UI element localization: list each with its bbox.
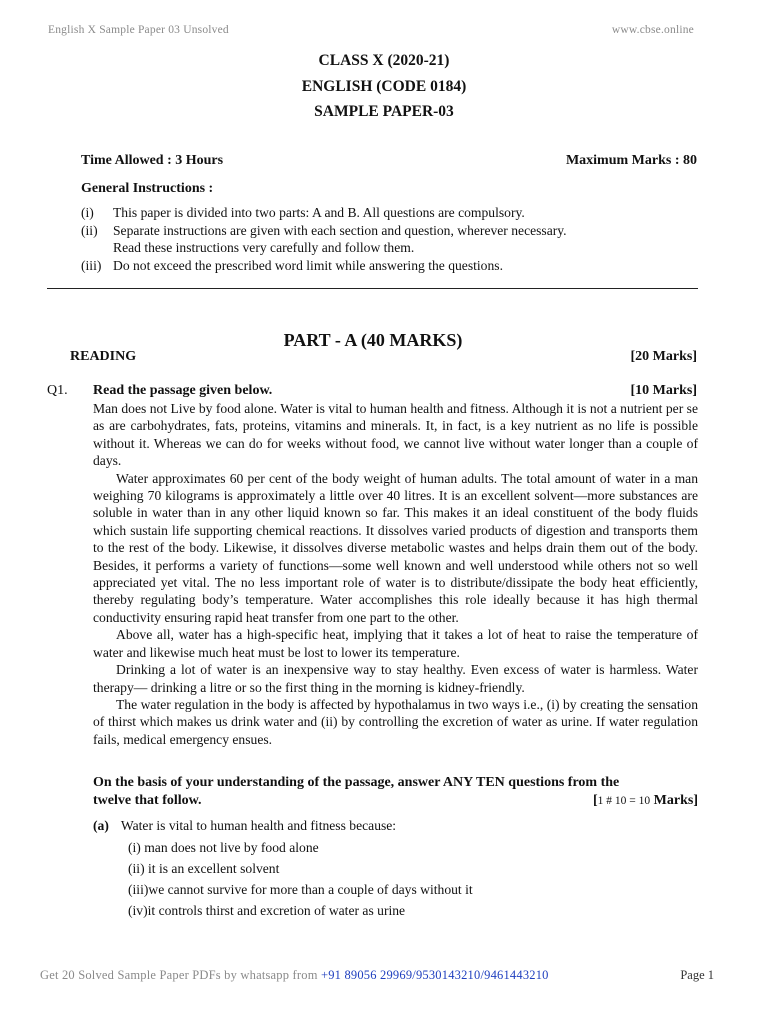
maximum-marks: Maximum Marks : 80 — [565, 153, 697, 168]
general-instructions-heading: General Instructions : — [81, 181, 214, 196]
passage-paragraph: Above all, water has a high-specific heat, implying that it takes a lot of heat to raise the temperature of water and likewise much heat must be lost to lower its temperature. — [93, 627, 698, 660]
sub-question-options — [128, 837, 688, 921]
section-heading-row — [70, 349, 697, 365]
answer-instruction-line: On the basis of your understanding of the passage, answer ANY TEN questions from the — [93, 775, 620, 790]
question-heading: Read the passage given below. — [93, 383, 273, 398]
answer-instruction — [93, 774, 698, 810]
part-heading: PART - A (40 MARKS) — [283, 330, 463, 350]
instruction-number: (iii) — [81, 257, 102, 273]
instruction-number: (ii) — [81, 222, 98, 238]
paper-meta-row — [81, 153, 697, 169]
option-item: (iii)we cannot survive for more than a couple of days without it — [128, 882, 473, 897]
paper-title-class: CLASS X (2020-21) — [318, 52, 450, 69]
instruction-item — [81, 239, 641, 257]
instruction-number — [81, 239, 113, 257]
paper-title-sample: SAMPLE PAPER-03 — [314, 103, 454, 120]
question-heading-row — [93, 383, 697, 399]
footer-text: Get 20 Solved Sample Paper PDFs by whatsapp from — [40, 968, 318, 982]
section-marks: [20 Marks] — [630, 349, 697, 364]
instruction-text: This paper is divided into two parts: A and B. All questions are compulsory. — [113, 205, 525, 220]
footer-phone-link[interactable]: +91 89056 29969/9530143210/9461443210 — [320, 968, 549, 982]
instruction-item — [81, 204, 641, 222]
question-number: Q1. — [47, 383, 68, 398]
paper-title-subject: ENGLISH (CODE 0184) — [301, 78, 467, 95]
passage-paragraph: Drinking a lot of water is an inexpensive way to stay healthy. Even excess of water is harmless. Water therapy— drinking a litre or so the first thing in the morning is kidney-friendly. — [93, 662, 698, 695]
instruction-number: (i) — [81, 205, 94, 220]
sub-question-a — [93, 818, 693, 834]
instruction-text: Separate instructions are given with each section and question, wherever necessary. — [113, 222, 567, 238]
question-marks: [10 Marks] — [630, 383, 697, 398]
footer-promo — [40, 968, 549, 983]
answer-instruction-marks: [1 # 10 = 10 Marks] — [593, 792, 698, 808]
section-title: READING — [70, 349, 137, 364]
general-instructions-list — [81, 204, 641, 274]
passage-paragraph: Man does not Live by food alone. Water is vital to human health and fitness. Although it is not a nutrient per se as are carbohydrates, fats, proteins, vitamins and minerals. It, in fact, is a key nutrient as no life is possible without it. Whereas we can do for weeks without food, we cannot live without water longer than a couple of days. — [93, 401, 698, 469]
reading-passage — [93, 400, 698, 748]
passage-paragraph: Water approximates 60 per cent of the body weight of human adults. The total amount of water in a man weighing 70 kilograms is approximately a little over 40 litres. It is an excellent solvent—more substances are soluble in water than in any other liquid known so far. This makes it an ideal constituent of the body fluids which sustain life supporting chemical reactions. It dissolves varied products of digestion and transports them to the rest of the body. Likewise, it dissolves diverse metabolic wastes and helps drain them out of the body. Besides, it performs a variety of functions—some well known and well understood while others not so well appreciated yet vital. The no less important role of water is to distribute/dissipate the body heat efficiently, thereby regulating body’s temperature. Water accomplishes this role ideally because it has high thermal conductivity ensuring rapid heat transfer from one part to the other. — [93, 470, 698, 625]
instruction-item — [81, 222, 641, 240]
section-divider — [47, 288, 698, 289]
option-item: (iv)it controls thirst and excretion of water as urine — [128, 903, 406, 918]
instruction-text: Read these instructions very carefully and follow them. — [113, 240, 415, 255]
running-header-website: www.cbse.online — [611, 24, 694, 36]
page-number: Page 1 — [680, 968, 714, 982]
answer-instruction-line: twelve that follow. — [93, 792, 202, 808]
sub-question-text: Water is vital to human health and fitness because: — [120, 818, 397, 833]
option-item: (i) man does not live by food alone — [128, 840, 319, 855]
instruction-text: Do not exceed the prescribed word limit while answering the questions. — [113, 257, 503, 273]
time-allowed: Time Allowed : 3 Hours — [81, 153, 224, 168]
option-item: (ii) it is an excellent solvent — [128, 861, 280, 876]
passage-paragraph: The water regulation in the body is affected by hypothalamus in two ways i.e., (i) by creating the sensation of thirst which makes us drink water and (ii) by controlling the excretion of water as urine. If water regulation fails, medical emergency ensues. — [93, 696, 698, 747]
instruction-item — [81, 257, 641, 275]
answer-instruction-row — [93, 792, 698, 811]
running-header-left: English X Sample Paper 03 Unsolved — [48, 24, 229, 36]
sub-question-label: (a) — [93, 818, 109, 833]
